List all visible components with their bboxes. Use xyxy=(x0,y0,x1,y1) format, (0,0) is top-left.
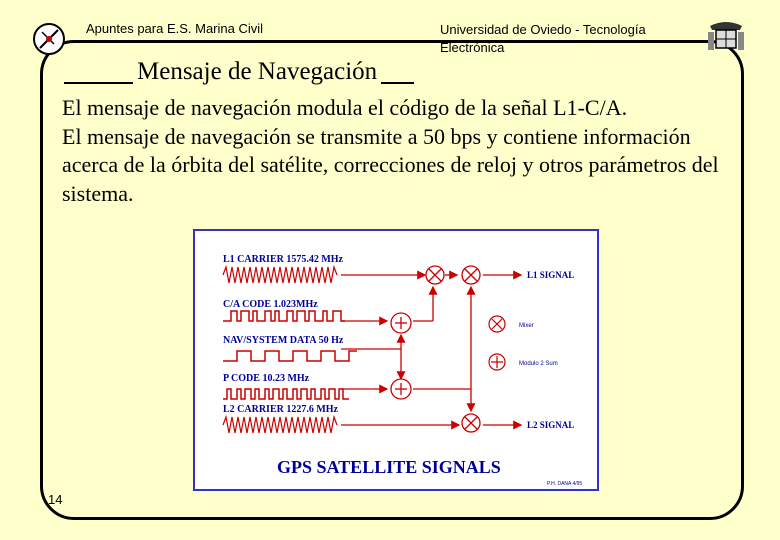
signal-label-nav-data: NAV/SYSTEM DATA 50 Hz xyxy=(223,335,344,346)
mixer-l2-icon xyxy=(462,414,480,432)
legend-mixer-icon xyxy=(489,316,505,332)
gps-signals-diagram xyxy=(193,229,599,491)
figure-credit: P.H. DANA 4/95 xyxy=(547,481,583,487)
nav-data-wave xyxy=(223,351,357,361)
modulo2-sum-1-icon xyxy=(391,313,411,333)
output-label-l2: L2 SIGNAL xyxy=(527,420,575,430)
figure-title: GPS SATELLITE SIGNALS xyxy=(277,457,501,477)
header-right-text: Universidad de Oviedo - Tecnología Electrónica xyxy=(440,22,646,55)
mixer-l1-1-icon xyxy=(426,266,444,284)
l1-carrier-wave xyxy=(223,267,337,283)
ca-code-wave xyxy=(223,311,345,321)
mixer-l1-2-icon xyxy=(462,266,480,284)
signal-label-l1-carrier: L1 CARRIER 1575.42 MHz xyxy=(223,254,343,265)
legend-mixer-label: Mixer xyxy=(519,323,534,329)
slide-title: Mensaje de Navegación xyxy=(133,58,381,86)
signal-label-p-code: P CODE 10.23 MHz xyxy=(223,373,310,384)
p-code-wave xyxy=(223,389,349,399)
l2-carrier-wave xyxy=(223,417,337,433)
signal-label-l2-carrier: L2 CARRIER 1227.6 MHz xyxy=(223,404,338,415)
header-left-text: Apuntes para E.S. Marina Civil xyxy=(86,21,264,36)
modulo2-sum-2-icon xyxy=(391,379,411,399)
signal-label-ca-code: C/A CODE 1.023MHz xyxy=(223,299,318,310)
body-paragraph-1: El mensaje de navegación modula el código de la señal L1-C/A. xyxy=(62,95,628,120)
university-emblem-icon xyxy=(32,22,66,56)
output-label-l1: L1 SIGNAL xyxy=(527,270,575,280)
legend-sum-icon xyxy=(489,354,505,370)
legend-sum-label: Modulo 2 Sum xyxy=(519,361,558,367)
slide-body xyxy=(62,94,752,208)
body-paragraph-2: El mensaje de navegación se transmite a 50 bps y contiene información acerca de la órbita del satélite, correcciones de reloj y otros parámetros del sistema. xyxy=(62,123,719,206)
coat-of-arms-icon xyxy=(704,18,748,54)
page-number: 14 xyxy=(48,492,63,507)
